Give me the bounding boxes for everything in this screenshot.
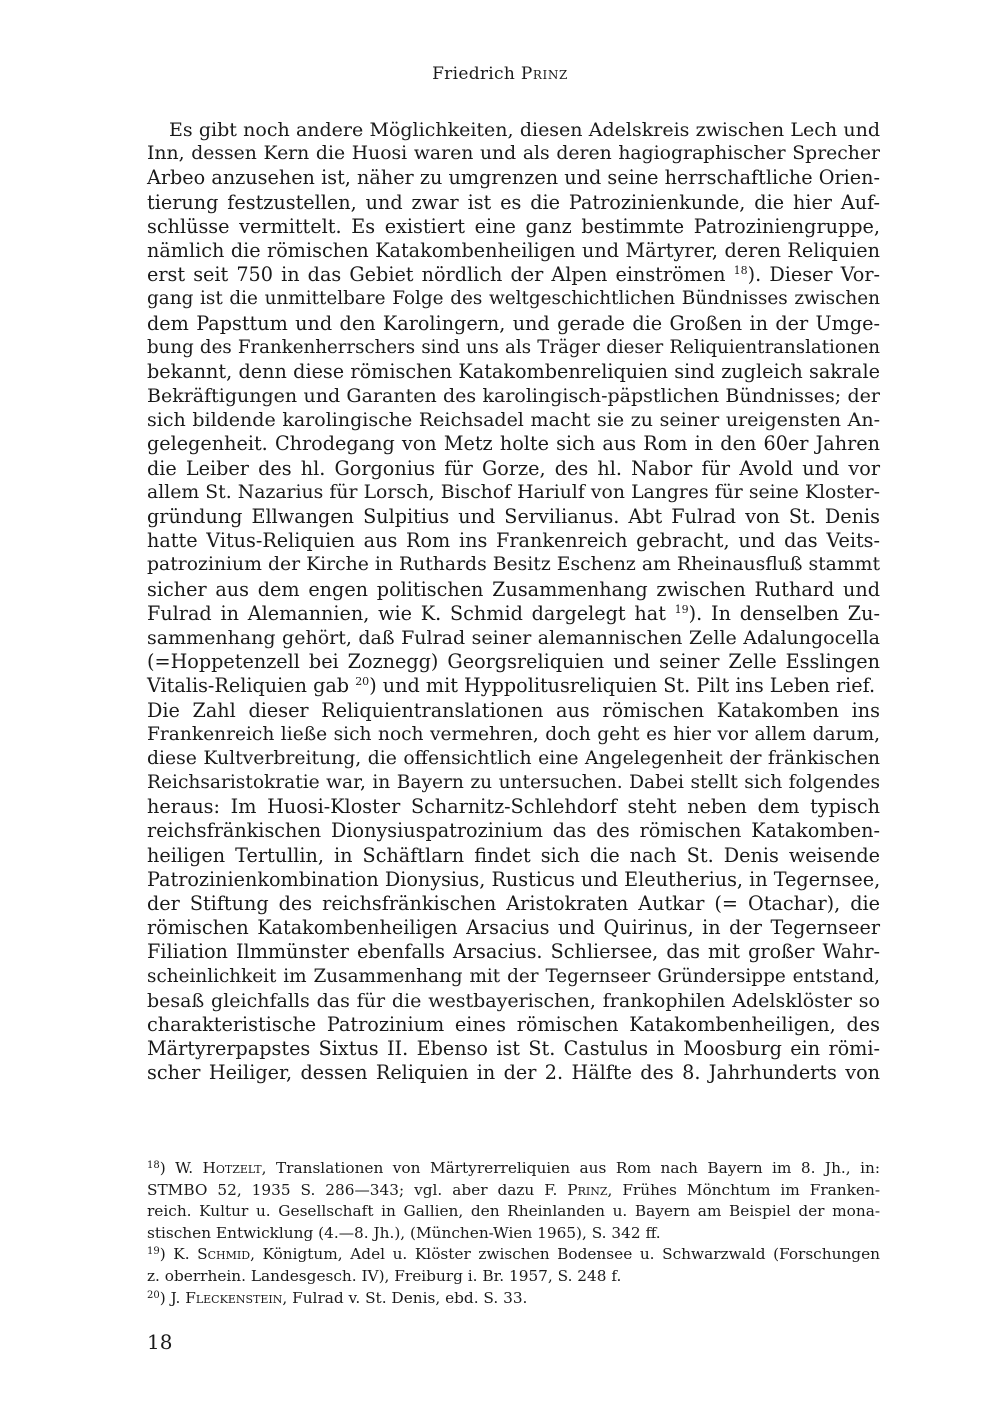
text-line: tierung festzustellen, und zwar ist es die Patrozinienkunde, die hier Auf- — [147, 190, 880, 214]
footnote-mark: 19 — [147, 1246, 160, 1258]
cited-author: Prinz — [567, 1180, 608, 1199]
text-line — [147, 263, 880, 287]
text-line: der Stiftung des reichsfränkischen Aristokraten Autkar (= Otachar), die — [147, 892, 880, 915]
text-line: patrozinium der Kirche in Ruthards Besitz Eschenz am Rheinausfluß stammt — [147, 554, 880, 576]
text-line: allem St. Nazarius für Lorsch, Bischof Hariulf von Langres für seine Kloster- — [147, 481, 880, 503]
cited-author: Fleckenstein — [185, 1288, 283, 1307]
text-segment: , Fulrad v. St. Denis, ebd. S. 33. — [282, 1288, 528, 1307]
text-segment: , Translationen von Märtyrerreliquien aus Rom nach Bayern im 8. Jh., in: — [261, 1159, 880, 1177]
text-line: heraus: Im Huosi-Kloster Scharnitz-Schlehdorf steht neben dem typisch — [147, 795, 880, 819]
text-line: Märtyrerpapstes Sixtus II. Ebenso ist St. Castulus in Moosburg ein römi- — [147, 1037, 880, 1061]
footnote-line — [147, 1180, 880, 1202]
text-segment: STMBO 52, 1935 S. 286—343; vgl. aber dazu F. — [147, 1180, 568, 1199]
cited-author: Schmid — [197, 1245, 251, 1264]
text-line: diese Kultverbreitung, die offensichtlich eine Angelegenheit der fränkischen — [147, 747, 880, 769]
text-line: sich bildende karolingische Reichsadel macht sie zu seiner ureigensten An- — [147, 409, 880, 432]
footnote-19 — [147, 1244, 880, 1266]
text-segment: , Frühes Mönchtum im Franken- — [607, 1180, 880, 1199]
text-line: Frankenreich ließe sich noch vermehren, doch geht es hier vor allem darum, — [147, 723, 880, 745]
text-segment: ). In denselben Zu- — [688, 601, 880, 625]
footnote-line: z. oberrhein. Landesgesch. IV), Freiburg i. Br. 1957, S. 248 f. — [147, 1266, 622, 1285]
text-line: gelegenheit. Chrodegang von Metz holte sich aus Rom in den 60er Jahren — [147, 432, 880, 456]
text-segment: ) K. — [159, 1245, 198, 1264]
text-line: gang ist die unmittelbare Folge des weltgeschichtlichen Bündnisses zwischen — [147, 288, 880, 310]
text-line: (=Hoppetenzell bei Zoznegg) Georgsreliquien und seiner Zelle Esslingen — [147, 650, 880, 674]
text-line: nämlich die römischen Katakombenheiligen und Märtyrer, deren Reliquien — [147, 238, 880, 262]
text-segment: ) W. — [159, 1159, 203, 1177]
text-line: scher Heiliger, dessen Reliquien in der 2. Hälfte des 8. Jahrhunderts von — [147, 1061, 880, 1085]
text-line: dem Papsttum und den Karolingern, und gerade die Großen in der Umge- — [147, 311, 880, 335]
text-line: Es gibt noch andere Möglichkeiten, diesen Adelskreis zwischen Lech und — [169, 119, 880, 141]
footnote-line: reich. Kultur u. Gesellschaft in Gallien, den Rheinlanden u. Bayern am Beispiel der mona- — [147, 1202, 880, 1221]
text-line: gründung Ellwangen Sulpitius und Servilianus. Abt Fulrad von St. Denis — [147, 505, 880, 528]
text-line: reichsfränkischen Dionysiuspatrozinium das des römischen Katakomben- — [147, 819, 880, 843]
text-line: schlüsse vermittelt. Es existiert eine ganz bestimmte Patroziniengruppe, — [147, 214, 880, 238]
text-line: sicher aus dem engen politischen Zusammenhang zwischen Ruthard und — [147, 577, 880, 601]
footnote-ref-19[interactable]: 19 — [674, 602, 689, 616]
main-text — [147, 118, 880, 1086]
text-line: Bekräftigungen und Garanten des karolingisch-päpstlichen Bündnisses; der — [147, 385, 880, 408]
text-segment: ) und mit Hyppolitusreliquien St. Pilt ins Leben rief. — [369, 674, 876, 698]
text-line: besaß gleichfalls das für die westbayerischen, frankophilen Adelsklöster so — [147, 989, 880, 1012]
text-line: Inn, dessen Kern die Huosi waren und als deren hagiographischer Sprecher — [147, 143, 880, 165]
text-line: die Leiber des hl. Gorgonius für Gorze, des hl. Nabor für Avold und vor — [147, 456, 880, 480]
text-line: Patrozinienkombination Dionysius, Rusticus und Eleutherius, in Tegernsee, — [147, 867, 881, 891]
running-head — [0, 64, 1000, 84]
text-line: römischen Katakombenheiligen Arsacius und Quirinus, in der Tegernseer — [147, 916, 880, 940]
text-line: Reichsaristokratie war, in Bayern zu untersuchen. Dabei stellt sich folgendes — [147, 772, 880, 794]
page-number: 18 — [147, 1330, 173, 1354]
text-line: sammenhang gehört, daß Fulrad seiner alemannischen Zelle Adalungocella — [147, 626, 880, 649]
text-line: bung des Frankenherrschers sind uns als Träger dieser Reliquientranslationen — [147, 336, 880, 358]
footnotes — [147, 1158, 880, 1309]
text-line: charakteristische Patrozinium eines römischen Katakombenheiligen, des — [147, 1012, 880, 1036]
text-line — [147, 674, 880, 698]
footnote-mark: 18 — [147, 1160, 160, 1171]
footnote-ref-20[interactable]: 20 — [355, 675, 370, 689]
text-segment: ). Dieser Vor- — [747, 263, 880, 287]
text-line: Arbeo anzusehen ist, näher zu umgrenzen und seine herrschaftliche Orien- — [147, 166, 880, 190]
footnote-20 — [147, 1288, 880, 1310]
footnote-18 — [147, 1158, 880, 1180]
text-line: hatte Vitus-Reliquien aus Rom ins Frankenreich gebracht, und das Veits- — [147, 529, 880, 553]
footnote-ref-18[interactable]: 18 — [733, 264, 748, 278]
footnote-line: stischen Entwicklung (4.—8. Jh.), (München-Wien 1965), S. 342 ff. — [147, 1223, 661, 1242]
text-line: bekannt, denn diese römischen Katakombenreliquien sind zugleich sakrale — [147, 359, 880, 383]
text-segment: Fulrad in Alemannien, wie K. Schmid dargelegt hat — [147, 601, 666, 625]
running-head-first-name: Friedrich — [432, 64, 516, 84]
running-head-surname: Prinz — [520, 64, 568, 84]
text-segment: , Königtum, Adel u. Klöster zwischen Bodensee u. Schwarzwald (Forschungen — [250, 1245, 881, 1264]
text-line: heiligen Tertullin, in Schäftlarn findet sich die nach St. Denis weisende — [147, 843, 880, 867]
text-segment: Vitalis-Reliquien gab — [147, 674, 350, 698]
cited-author: Hotzelt — [202, 1159, 262, 1177]
footnote-mark: 20 — [147, 1289, 160, 1301]
text-line: Die Zahl dieser Reliquientranslationen aus römischen Katakomben ins — [147, 698, 880, 722]
text-segment: ) J. — [159, 1288, 186, 1307]
text-segment: erst seit 750 in das Gebiet nördlich der Alpen einströmen — [147, 263, 726, 287]
text-line — [147, 602, 880, 626]
text-line: Filiation Ilmmünster ebenfalls Arsacius. Schliersee, das mit großer Wahr- — [147, 940, 880, 964]
text-line: scheinlichkeit im Zusammenhang mit der Tegernseer Gründersippe entstand, — [147, 965, 880, 987]
